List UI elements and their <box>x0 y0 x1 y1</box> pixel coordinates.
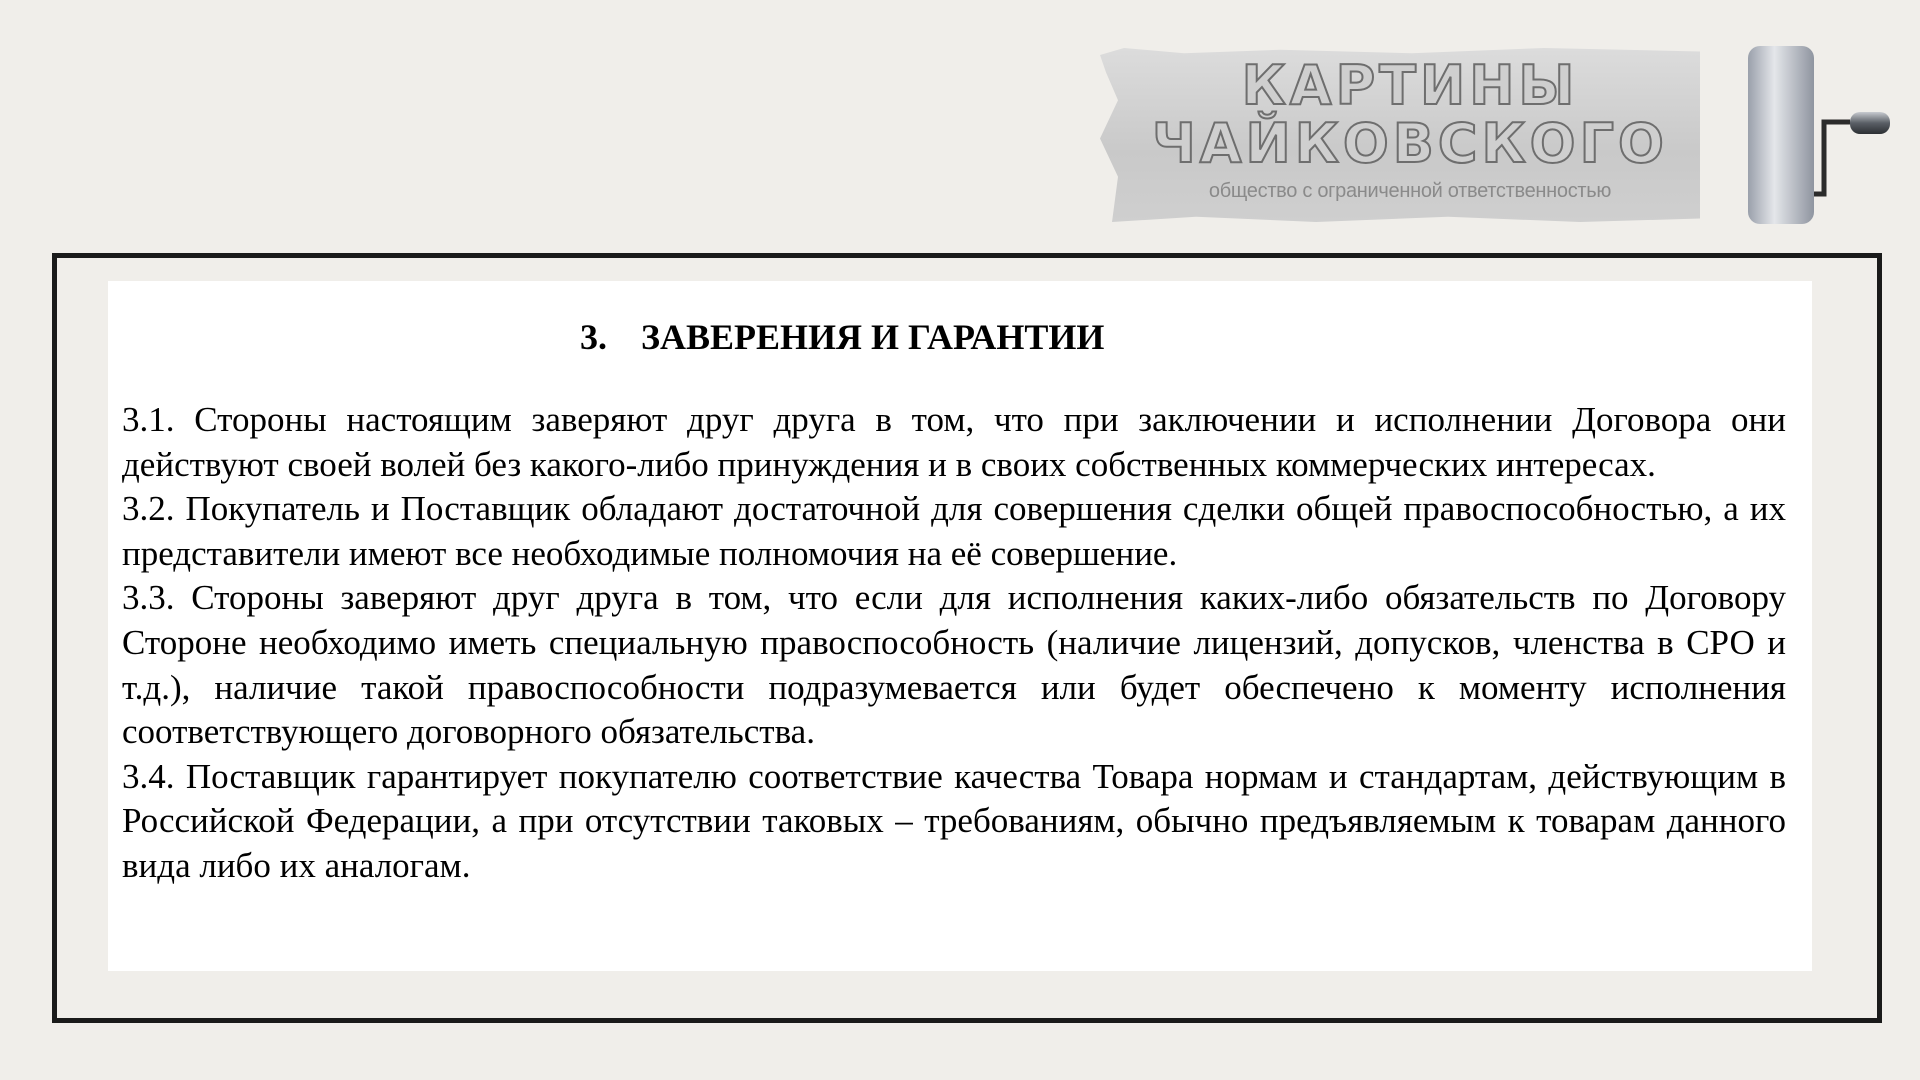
company-logo <box>1100 44 1890 230</box>
clause-3-1: 3.1. Стороны настоящим заверяют друг друга в том, что при заключении и исполнении Договора они действуют своей волей без какого-либо принуждения и в своих собственных коммерческих интересах. <box>122 400 1786 484</box>
document-page <box>108 281 1812 971</box>
logo-subtitle: общество с ограниченной ответственностью <box>1208 180 1612 202</box>
section-title: ЗАВЕРЕНИЯ И ГАРАНТИИ <box>641 317 1105 357</box>
paint-roller-icon <box>1700 44 1890 230</box>
clause-3-3: 3.3. Стороны заверяют друг друга в том, что если для исполнения каких-либо обязательств по Договору Стороне необходимо иметь специальную правоспособность (наличие лицензий, допусков, членства в СРО и т.д.), наличие такой правоспособности подразумевается или будет обеспечено к моменту исполнения соответствующего договорного обязательства. <box>122 578 1786 752</box>
logo-title-line-2: ЧАЙКОВСКОГО <box>1152 112 1668 175</box>
clause-3-2: 3.2. Покупатель и Поставщик обладают достаточной для совершения сделки общей правоспособностью, а их представители имеют все необходимые полномочия на её совершение. <box>122 489 1786 573</box>
clause-3-4: 3.4. Поставщик гарантирует покупателю соответствие качества Товара нормам и стандартам, действующим в Российской Федерации, а при отсутствии таковых – требованиям, обычно предъявляемым к товарам данного вида либо их аналогам. <box>122 756 1786 885</box>
section-number: 3. <box>580 317 607 357</box>
section-heading <box>122 315 1786 359</box>
logo-title-line-1: КАРТИНЫ <box>1241 54 1579 117</box>
